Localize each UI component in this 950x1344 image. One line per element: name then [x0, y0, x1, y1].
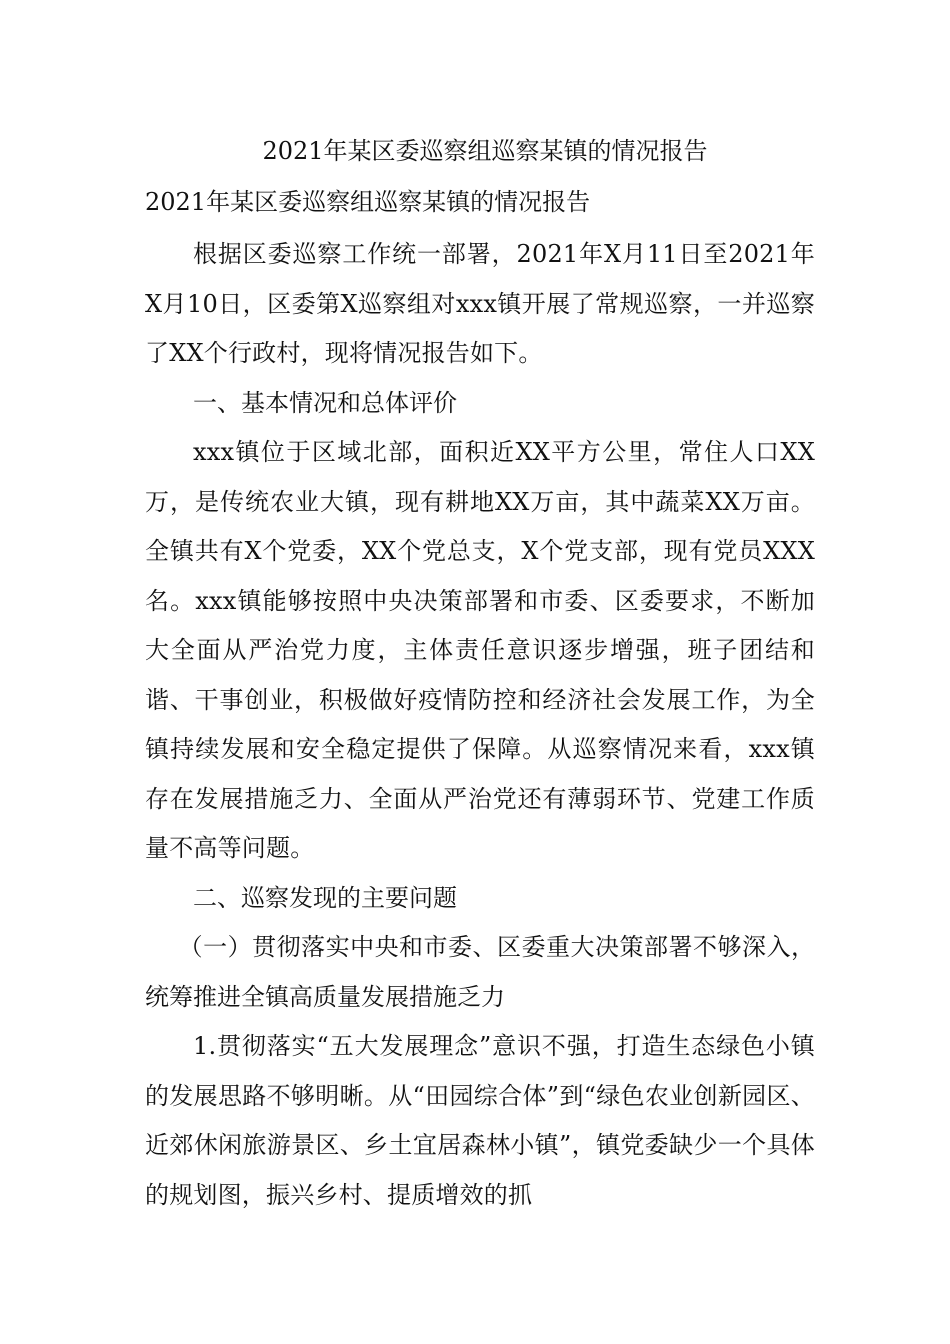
document-body [145, 128, 815, 1220]
subsection-heading-1: （一）贯彻落实中央和市委、区委重大决策部署不够深入，统筹推进全镇高质量发展措施乏力 [145, 933, 815, 1011]
document-title: 2021年某区委巡察组巡察某镇的情况报告 [262, 137, 708, 165]
basic-situation-paragraph: xxx镇位于区域北部，面积近XX平方公里，常住人口XX万，是传统农业大镇，现有耕地XX万亩，其中蔬菜XX万亩。全镇共有X个党委，XX个党总支，X个党支部，现有党员XXX名。xxx镇能够按照中央决策部署和市委、区委要求，不断加大全面从严治党力度，主体责任意识逐步增强，班子团结和谐、干事创业，积极做好疫情防控和经济社会发展工作，为全镇持续发展和安全稳定提供了保障。从巡察情况来看，xxx镇存在发展措施乏力、全面从严治党还有薄弱环节、党建工作质量不高等问题。 [145, 438, 815, 862]
section-heading-main-problems: 二、巡察发现的主要问题 [193, 883, 457, 912]
problem-item-1: 1.贯彻落实“五大发展理念”意识不强，打造生态绿色小镇的发展思路不够明晰。从“田园综合体”到“绿色农业创新园区、近郊休闲旅游景区、乡土宜居森林小镇”，镇党委缺少一个具体的规划图，振兴乡村、提质增效的抓 [145, 1032, 815, 1209]
document-subtitle: 2021年某区委巡察组巡察某镇的情况报告 [145, 188, 591, 216]
intro-paragraph: 根据区委巡察工作统一部署，2021年X月11日至2021年X月10日，区委第X巡察组对xxx镇开展了常规巡察，一并巡察了XX个行政村，现将情况报告如下。 [145, 240, 815, 367]
section-heading-basic-situation: 一、基本情况和总体评价 [193, 388, 457, 417]
